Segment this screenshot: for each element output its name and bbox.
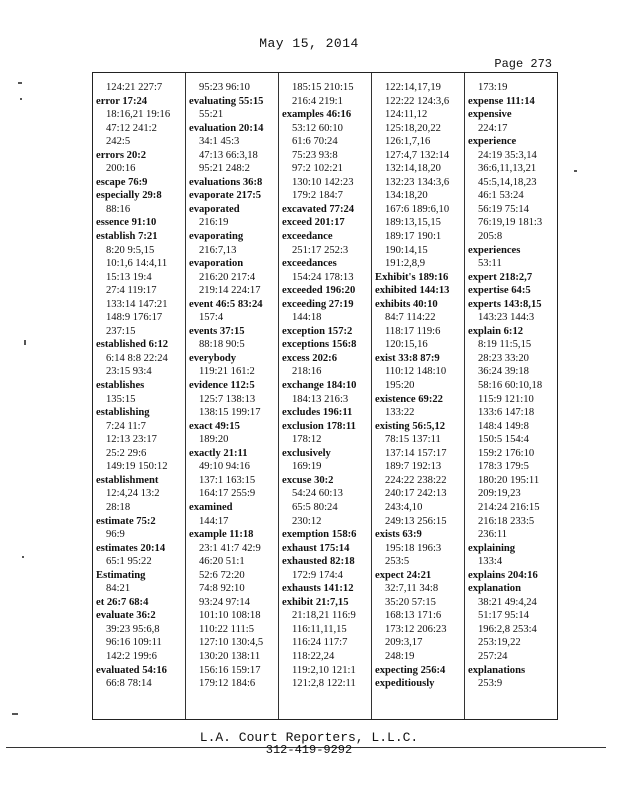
index-entry-refs: 121:2,8 122:11 bbox=[292, 678, 356, 690]
index-entry-refs: 149:19 150:12 bbox=[106, 461, 168, 473]
index-entry-term: exactly 21:11 bbox=[189, 447, 248, 459]
index-entry-refs: 133:4 bbox=[478, 556, 503, 568]
index-entry-term: explanations bbox=[468, 664, 526, 676]
index-entry-refs: 47:12 241:2 bbox=[106, 122, 157, 134]
index-entry-refs: 23:15 93:4 bbox=[106, 366, 152, 378]
index-entry-refs: 133:14 147:21 bbox=[106, 298, 168, 310]
index-entry-term: exhausts 141:12 bbox=[282, 583, 354, 595]
index-entry-term: establish 7:21 bbox=[96, 231, 158, 243]
index-entry-term: Estimating bbox=[96, 569, 146, 581]
index-entry-refs: 138:15 199:17 bbox=[199, 407, 261, 419]
index-entry-refs: 209:19,23 bbox=[478, 488, 521, 500]
index-entry-refs: 144:17 bbox=[199, 515, 229, 527]
index-entry-refs: 142:2 199:6 bbox=[106, 650, 157, 662]
index-entry-refs: 8:20 9:5,15 bbox=[106, 244, 155, 256]
index-entry-refs: 88:18 90:5 bbox=[199, 339, 245, 351]
index-entry-term: evaporate 217:5 bbox=[189, 190, 262, 202]
index-entry-refs: 148:4 149:8 bbox=[478, 420, 529, 432]
index-entry-term: Exhibit's 189:16 bbox=[375, 271, 449, 283]
index-entry-refs: 119:21 161:2 bbox=[199, 366, 255, 378]
index-entry-term: exclusively bbox=[282, 447, 331, 459]
index-entry-refs: 116:24 117:7 bbox=[292, 637, 348, 649]
index-entry-refs: 178:3 179:5 bbox=[478, 461, 529, 473]
index-entry-refs: 54:24 60:13 bbox=[292, 488, 343, 500]
index-entry-refs: 76:19,19 181:3 bbox=[478, 217, 543, 229]
index-entry-refs: 242:5 bbox=[106, 136, 131, 148]
index-entry-refs: 28:23 33:20 bbox=[478, 352, 529, 364]
index-entry-refs: 45:5,14,18,23 bbox=[478, 176, 537, 188]
index-entry-term: exception 157:2 bbox=[282, 325, 353, 337]
index-entry-refs: 157:4 bbox=[199, 312, 224, 324]
index-column-5 bbox=[465, 73, 557, 719]
index-entry-term: exclusion 178:11 bbox=[282, 420, 356, 432]
index-entry-refs: 125:18,20,22 bbox=[385, 122, 441, 134]
index-entry-refs: 39:23 95:6,8 bbox=[106, 623, 160, 635]
index-entry-term: explain 6:12 bbox=[468, 325, 524, 337]
index-entry-refs: 15:13 19:4 bbox=[106, 271, 152, 283]
index-entry-refs: 55:21 bbox=[199, 109, 224, 121]
index-entry-refs: 253:5 bbox=[385, 556, 410, 568]
index-entry-refs: 23:1 41:7 42:9 bbox=[199, 542, 261, 554]
index-entry-refs: 240:17 242:13 bbox=[385, 488, 447, 500]
scan-speck bbox=[24, 340, 26, 345]
index-entry-term: evaluation 20:14 bbox=[189, 122, 264, 134]
index-entry-term: examined bbox=[189, 501, 233, 513]
index-entry-refs: 12:4,24 13:2 bbox=[106, 488, 160, 500]
index-entry-refs: 61:6 70:24 bbox=[292, 136, 338, 148]
index-entry-term: exhibited 144:13 bbox=[375, 285, 450, 297]
court-reporter-phone: 312-419-9292 bbox=[265, 743, 353, 757]
index-entry-refs: 65:5 80:24 bbox=[292, 501, 338, 513]
index-entry-refs: 28:18 bbox=[106, 501, 131, 513]
index-entry-refs: 189:7 192:13 bbox=[385, 461, 442, 473]
index-entry-refs: 32:7,11 34:8 bbox=[385, 583, 439, 595]
index-entry-refs: 74:8 92:10 bbox=[199, 583, 245, 595]
index-entry-refs: 150:5 154:4 bbox=[478, 434, 529, 446]
index-entry-refs: 110:12 148:10 bbox=[385, 366, 447, 378]
index-entry-refs: 127:10 130:4,5 bbox=[199, 637, 264, 649]
index-entry-term: exceptions 156:8 bbox=[282, 339, 357, 351]
index-entry-refs: 191:2,8,9 bbox=[385, 258, 426, 270]
index-entry-refs: 25:2 29:6 bbox=[106, 447, 147, 459]
index-entry-term: expeditiously bbox=[375, 678, 435, 690]
index-entry-term: error 17:24 bbox=[96, 95, 148, 107]
index-entry-term: experts 143:8,15 bbox=[468, 298, 542, 310]
index-entry-refs: 156:16 159:17 bbox=[199, 664, 261, 676]
index-entry-refs: 133:22 bbox=[385, 407, 415, 419]
index-entry-refs: 110:22 111:5 bbox=[199, 623, 255, 635]
scan-speck bbox=[574, 170, 577, 172]
index-entry-refs: 173:12 206:23 bbox=[385, 623, 447, 635]
index-column-4 bbox=[372, 73, 465, 719]
index-entry-refs: 137:1 163:15 bbox=[199, 474, 256, 486]
index-entry-refs: 216:19 bbox=[199, 217, 229, 229]
index-entry-term: evaporation bbox=[189, 258, 244, 270]
index-entry-term: examples 46:16 bbox=[282, 109, 352, 121]
index-entry-refs: 224:17 bbox=[478, 122, 508, 134]
index-entry-term: exhaust 175:14 bbox=[282, 542, 350, 554]
index-entry-refs: 66:8 78:14 bbox=[106, 678, 152, 690]
index-entry-refs: 189:20 bbox=[199, 434, 229, 446]
index-entry-refs: 144:18 bbox=[292, 312, 322, 324]
index-entry-refs: 130:20 138:11 bbox=[199, 650, 261, 662]
index-entry-refs: 95:23 96:10 bbox=[199, 82, 250, 93]
index-entry-term: event 46:5 83:24 bbox=[189, 298, 263, 310]
page-number: Page 273 bbox=[494, 57, 552, 71]
index-entry-term: evaluated 54:16 bbox=[96, 664, 167, 676]
index-entry-refs: 53:11 bbox=[478, 258, 502, 270]
index-entry-refs: 134:18,20 bbox=[385, 190, 428, 202]
index-entry-refs: 180:20 195:11 bbox=[478, 474, 540, 486]
index-entry-term: experiences bbox=[468, 244, 521, 256]
index-entry-term: evaluating 55:15 bbox=[189, 95, 264, 107]
index-entry-refs: 118:17 119:6 bbox=[385, 325, 441, 337]
index-column-3 bbox=[279, 73, 372, 719]
index-entry-refs: 132:23 134:3,6 bbox=[385, 176, 450, 188]
index-entry-term: exhausted 82:18 bbox=[282, 556, 355, 568]
index-entry-refs: 36:24 39:18 bbox=[478, 366, 529, 378]
index-entry-term: events 37:15 bbox=[189, 325, 245, 337]
index-entry-refs: 196:2,8 253:4 bbox=[478, 623, 537, 635]
index-entry-refs: 122:14,17,19 bbox=[385, 82, 441, 93]
transcript-date: May 15, 2014 bbox=[259, 36, 359, 51]
index-entry-term: exemption 158:6 bbox=[282, 529, 357, 541]
index-entry-refs: 24:19 35:3,14 bbox=[478, 149, 537, 161]
index-entry-term: establishes bbox=[96, 380, 145, 392]
index-entry-refs: 51:17 95:14 bbox=[478, 610, 529, 622]
index-entry-refs: 127:4,7 132:14 bbox=[385, 149, 450, 161]
index-entry-term: established 6:12 bbox=[96, 339, 169, 351]
index-entry-term: essence 91:10 bbox=[96, 217, 157, 229]
index-entry-refs: 143:23 144:3 bbox=[478, 312, 535, 324]
index-entry-refs: 209:3,17 bbox=[385, 637, 423, 649]
index-entry-refs: 12:13 23:17 bbox=[106, 434, 157, 446]
index-entry-term: exceed 201:17 bbox=[282, 217, 345, 229]
index-entry-term: exceedances bbox=[282, 258, 337, 270]
index-entry-refs: 154:24 178:13 bbox=[292, 271, 354, 283]
index-entry-refs: 34:1 45:3 bbox=[199, 136, 240, 148]
scan-speck bbox=[22, 556, 24, 558]
index-entry-refs: 184:13 216:3 bbox=[292, 393, 349, 405]
index-entry-refs: 119:2,10 121:1 bbox=[292, 664, 356, 676]
index-entry-term: excuse 30:2 bbox=[282, 474, 334, 486]
index-entry-term: evaporating bbox=[189, 231, 244, 243]
index-entry-term: excludes 196:11 bbox=[282, 407, 353, 419]
index-entry-term: errors 20:2 bbox=[96, 149, 147, 161]
index-entry-refs: 38:21 49:4,24 bbox=[478, 596, 537, 608]
index-entry-refs: 96:16 109:11 bbox=[106, 637, 162, 649]
index-entry-refs: 236:11 bbox=[478, 529, 508, 541]
scan-speck bbox=[20, 98, 22, 100]
index-entry-refs: 97:2 102:21 bbox=[292, 163, 343, 175]
index-entry-refs: 214:24 216:15 bbox=[478, 501, 540, 513]
index-entry-refs: 135:15 bbox=[106, 393, 136, 405]
court-reporter-name: L.A. Court Reporters, L.L.C. bbox=[199, 730, 419, 745]
index-entry-refs: 78:15 137:11 bbox=[385, 434, 441, 446]
index-entry-refs: 130:10 142:23 bbox=[292, 176, 354, 188]
index-entry-refs: 178:12 bbox=[292, 434, 322, 446]
index-entry-term: exist 33:8 87:9 bbox=[375, 352, 440, 364]
index-entry-term: exceeded 196:20 bbox=[282, 285, 356, 297]
index-entry-refs: 36:6,11,13,21 bbox=[478, 163, 537, 175]
index-entry-term: exceeding 27:19 bbox=[282, 298, 354, 310]
index-entry-refs: 148:9 176:17 bbox=[106, 312, 163, 324]
index-entry-refs: 126:1,7,16 bbox=[385, 136, 431, 148]
index-entry-term: experience bbox=[468, 136, 517, 148]
index-entry-refs: 133:6 147:18 bbox=[478, 407, 535, 419]
index-entry-refs: 216:7,13 bbox=[199, 244, 237, 256]
index-entry-term: exhibit 21:7,15 bbox=[282, 596, 349, 608]
index-entry-refs: 173:19 bbox=[478, 82, 508, 93]
index-entry-refs: 168:13 171:6 bbox=[385, 610, 442, 622]
index-entry-refs: 216:18 233:5 bbox=[478, 515, 535, 527]
index-entry-refs: 118:22,24 bbox=[292, 650, 335, 662]
index-entry-refs: 159:2 176:10 bbox=[478, 447, 535, 459]
index-entry-term: excavated 77:24 bbox=[282, 203, 355, 215]
index-entry-refs: 164:17 255:9 bbox=[199, 488, 256, 500]
index-entry-refs: 58:16 60:10,18 bbox=[478, 380, 543, 392]
index-entry-refs: 56:19 75:14 bbox=[478, 203, 529, 215]
index-entry-refs: 35:20 57:15 bbox=[385, 596, 436, 608]
index-entry-refs: 167:6 189:6,10 bbox=[385, 203, 450, 215]
index-entry-term: exists 63:9 bbox=[375, 529, 422, 541]
index-entry-refs: 249:13 256:15 bbox=[385, 515, 447, 527]
index-entry-refs: 53:12 60:10 bbox=[292, 122, 343, 134]
index-entry-refs: 189:13,15,15 bbox=[385, 217, 441, 229]
index-entry-refs: 257:24 bbox=[478, 650, 508, 662]
index-entry-refs: 7:24 11:7 bbox=[106, 420, 146, 432]
index-entry-term: expense 111:14 bbox=[468, 95, 535, 107]
index-entry-term: evaluate 36:2 bbox=[96, 610, 156, 622]
index-entry-refs: 243:4,10 bbox=[385, 501, 423, 513]
scan-speck bbox=[12, 713, 18, 715]
index-entry-refs: 185:15 210:15 bbox=[292, 82, 354, 93]
index-entry-term: expensive bbox=[468, 109, 512, 121]
index-entry-refs: 190:14,15 bbox=[385, 244, 428, 256]
index-entry-refs: 248:19 bbox=[385, 650, 415, 662]
index-entry-refs: 27:4 119:17 bbox=[106, 285, 157, 297]
index-entry-refs: 124:11,12 bbox=[385, 109, 428, 121]
index-entry-refs: 122:22 124:3,6 bbox=[385, 95, 450, 107]
index-entry-refs: 46:20 51:1 bbox=[199, 556, 245, 568]
index-entry-refs: 84:7 114:22 bbox=[385, 312, 436, 324]
index-entry-refs: 224:22 238:22 bbox=[385, 474, 447, 486]
index-entry-term: establishing bbox=[96, 407, 150, 419]
index-entry-term: escape 76:9 bbox=[96, 176, 148, 188]
index-entry-term: expert 218:2,7 bbox=[468, 271, 533, 283]
index-entry-refs: 216:20 217:4 bbox=[199, 271, 256, 283]
index-entry-refs: 18:16,21 19:16 bbox=[106, 109, 171, 121]
index-entry-refs: 96:9 bbox=[106, 529, 125, 541]
index-entry-term: expect 24:21 bbox=[375, 569, 432, 581]
index-column-2 bbox=[186, 73, 279, 719]
index-entry-term: example 11:18 bbox=[189, 529, 254, 541]
index-entry-refs: 8:19 11:5,15 bbox=[478, 339, 532, 351]
scan-speck bbox=[18, 82, 22, 84]
index-entry-term: expecting 256:4 bbox=[375, 664, 446, 676]
index-entry-refs: 75:23 93:8 bbox=[292, 149, 338, 161]
index-entry-term: existence 69:22 bbox=[375, 393, 443, 405]
word-index-table bbox=[92, 72, 558, 720]
index-entry-refs: 120:15,16 bbox=[385, 339, 428, 351]
index-entry-refs: 172:9 174:4 bbox=[292, 569, 343, 581]
index-entry-refs: 216:4 219:1 bbox=[292, 95, 343, 107]
index-entry-term: evaluations 36:8 bbox=[189, 176, 263, 188]
index-entry-refs: 137:14 157:17 bbox=[385, 447, 447, 459]
index-entry-refs: 251:17 252:3 bbox=[292, 244, 349, 256]
index-entry-term: et 26:7 68:4 bbox=[96, 596, 149, 608]
index-entry-term: exhibits 40:10 bbox=[375, 298, 438, 310]
index-entry-refs: 218:16 bbox=[292, 366, 322, 378]
index-entry-refs: 200:16 bbox=[106, 163, 136, 175]
index-entry-refs: 6:14 8:8 22:24 bbox=[106, 352, 168, 364]
index-entry-term: expertise 64:5 bbox=[468, 285, 531, 297]
index-entry-refs: 230:12 bbox=[292, 515, 322, 527]
index-entry-term: excess 202:6 bbox=[282, 352, 338, 364]
index-column-1 bbox=[93, 73, 186, 719]
index-entry-refs: 46:1 53:24 bbox=[478, 190, 524, 202]
index-entry-term: establishment bbox=[96, 474, 159, 486]
index-entry-refs: 195:18 196:3 bbox=[385, 542, 442, 554]
index-entry-refs: 65:1 95:22 bbox=[106, 556, 152, 568]
index-entry-term: explains 204:16 bbox=[468, 569, 538, 581]
index-entry-refs: 124:21 227:7 bbox=[106, 82, 163, 93]
index-entry-term: explaining bbox=[468, 542, 516, 554]
index-entry-term: explanation bbox=[468, 583, 521, 595]
index-entry-refs: 132:14,18,20 bbox=[385, 163, 441, 175]
index-entry-term: evaporated bbox=[189, 203, 240, 215]
index-entry-refs: 52:6 72:20 bbox=[199, 569, 245, 581]
index-entry-refs: 84:21 bbox=[106, 583, 131, 595]
index-entry-refs: 179:12 184:6 bbox=[199, 678, 256, 690]
index-entry-refs: 88:16 bbox=[106, 203, 131, 215]
index-entry-term: exchange 184:10 bbox=[282, 380, 357, 392]
index-entry-refs: 21:18,21 116:9 bbox=[292, 610, 356, 622]
index-entry-refs: 205:8 bbox=[478, 231, 503, 243]
index-entry-refs: 116:11,11,15 bbox=[292, 623, 347, 635]
index-entry-term: evidence 112:5 bbox=[189, 380, 255, 392]
index-entry-term: exceedance bbox=[282, 231, 333, 243]
index-entry-term: estimates 20:14 bbox=[96, 542, 166, 554]
index-entry-refs: 115:9 121:10 bbox=[478, 393, 534, 405]
index-entry-term: estimate 75:2 bbox=[96, 515, 156, 527]
index-entry-refs: 237:15 bbox=[106, 325, 136, 337]
index-entry-term: exact 49:15 bbox=[189, 420, 240, 432]
index-entry-refs: 189:17 190:1 bbox=[385, 231, 442, 243]
index-entry-refs: 195:20 bbox=[385, 380, 415, 392]
index-entry-refs: 101:10 108:18 bbox=[199, 610, 261, 622]
index-entry-refs: 95:21 248:2 bbox=[199, 163, 250, 175]
index-entry-refs: 125:7 138:13 bbox=[199, 393, 256, 405]
index-entry-term: everybody bbox=[189, 352, 237, 364]
index-entry-refs: 47:13 66:3,18 bbox=[199, 149, 258, 161]
index-entry-refs: 253:9 bbox=[478, 678, 503, 690]
index-entry-refs: 49:10 94:16 bbox=[199, 461, 250, 473]
index-entry-refs: 179:2 184:7 bbox=[292, 190, 343, 202]
index-entry-term: existing 56:5,12 bbox=[375, 420, 446, 432]
index-entry-refs: 10:1,6 14:4,11 bbox=[106, 258, 168, 270]
index-entry-refs: 93:24 97:14 bbox=[199, 596, 250, 608]
index-entry-refs: 169:19 bbox=[292, 461, 322, 473]
index-entry-term: especially 29:8 bbox=[96, 190, 162, 202]
index-entry-refs: 253:19,22 bbox=[478, 637, 521, 649]
index-entry-refs: 219:14 224:17 bbox=[199, 285, 261, 297]
